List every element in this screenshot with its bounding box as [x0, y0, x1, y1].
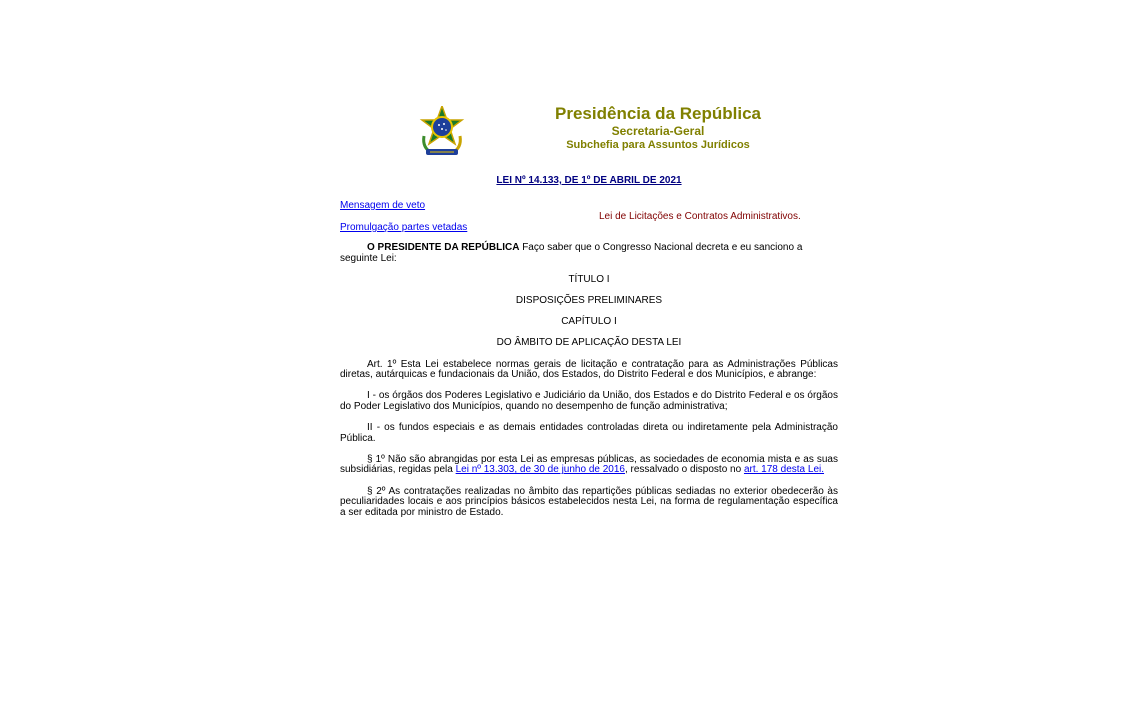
titulo-name: DISPOSIÇÕES PRELIMINARES — [515, 294, 663, 306]
paragraph-1-text-b: , ressalvado o disposto no — [624, 464, 744, 476]
paragraph-1-text-a: § 1º Não são abrangidas por esta Lei as empresas públicas, as sociedades de economia mista e as suas subsidiárias, regidas pela — [340, 453, 838, 476]
header-title: Presidência da República — [555, 104, 761, 123]
titulo-heading: TÍTULO I — [568, 273, 610, 285]
law-ementa: Lei de Licitações e Contratos Administrativos. — [599, 211, 801, 222]
promulgation-link[interactable]: Promulgação partes vetadas — [340, 222, 468, 233]
inciso-2: II - os fundos especiais e as demais entidades controladas direta ou indiretamente pela Administração Pública. — [340, 422, 838, 444]
capitulo-heading: CAPÍTULO I — [561, 316, 617, 328]
header-titles — [508, 104, 808, 152]
law-title — [340, 175, 838, 186]
capitulo-name: DO ÂMBITO DE APLICAÇÃO DESTA LEI — [496, 337, 682, 349]
brazil-coat-of-arms-icon — [418, 106, 466, 158]
law-links — [340, 200, 467, 234]
law-body — [340, 243, 838, 529]
article-1: Art. 1º Esta Lei estabelece normas gerais de licitação e contratação para as Administrações Públicas diretas, autárquicas e fundacionais da União, dos Estados, do Distrito Federal e dos Municípios, e abrange: — [340, 358, 838, 381]
paragraph-1 — [340, 455, 838, 476]
preamble — [340, 243, 838, 264]
veto-message-link[interactable]: Mensagem de veto — [340, 200, 426, 211]
lei-13303-link[interactable]: Lei nº 13.303, de 30 de junho de 2016 — [455, 464, 625, 476]
header-subtitle: Secretaria-Geral — [611, 124, 705, 138]
preamble-text: Faço saber que o Congresso Nacional decreta e eu sanciono a seguinte Lei: — [340, 242, 803, 264]
art-178-link[interactable]: art. 178 desta Lei. — [743, 464, 825, 476]
law-title-link[interactable]: LEI Nº 14.133, DE 1º DE ABRIL DE 2021 — [496, 175, 682, 186]
preamble-bold: O PRESIDENTE DA REPÚBLICA — [367, 242, 520, 253]
paragraph-2: § 2º As contratações realizadas no âmbito das repartições públicas sediadas no exterior obedecerão às peculiaridades locais e aos princípios básicos estabelecidos nesta Lei, na forma de regulamentação específica a ser editada por ministro de Estado. — [340, 485, 838, 518]
inciso-1: I - os órgãos dos Poderes Legislativo e Judiciário da União, dos Estados e do Distrito Federal e os órgãos do Poder Legislativo dos Municípios, quando no desempenho de função administrativa; — [340, 390, 838, 412]
page-header — [418, 104, 838, 164]
header-subchefia: Subchefia para Assuntos Jurídicos — [566, 139, 750, 151]
